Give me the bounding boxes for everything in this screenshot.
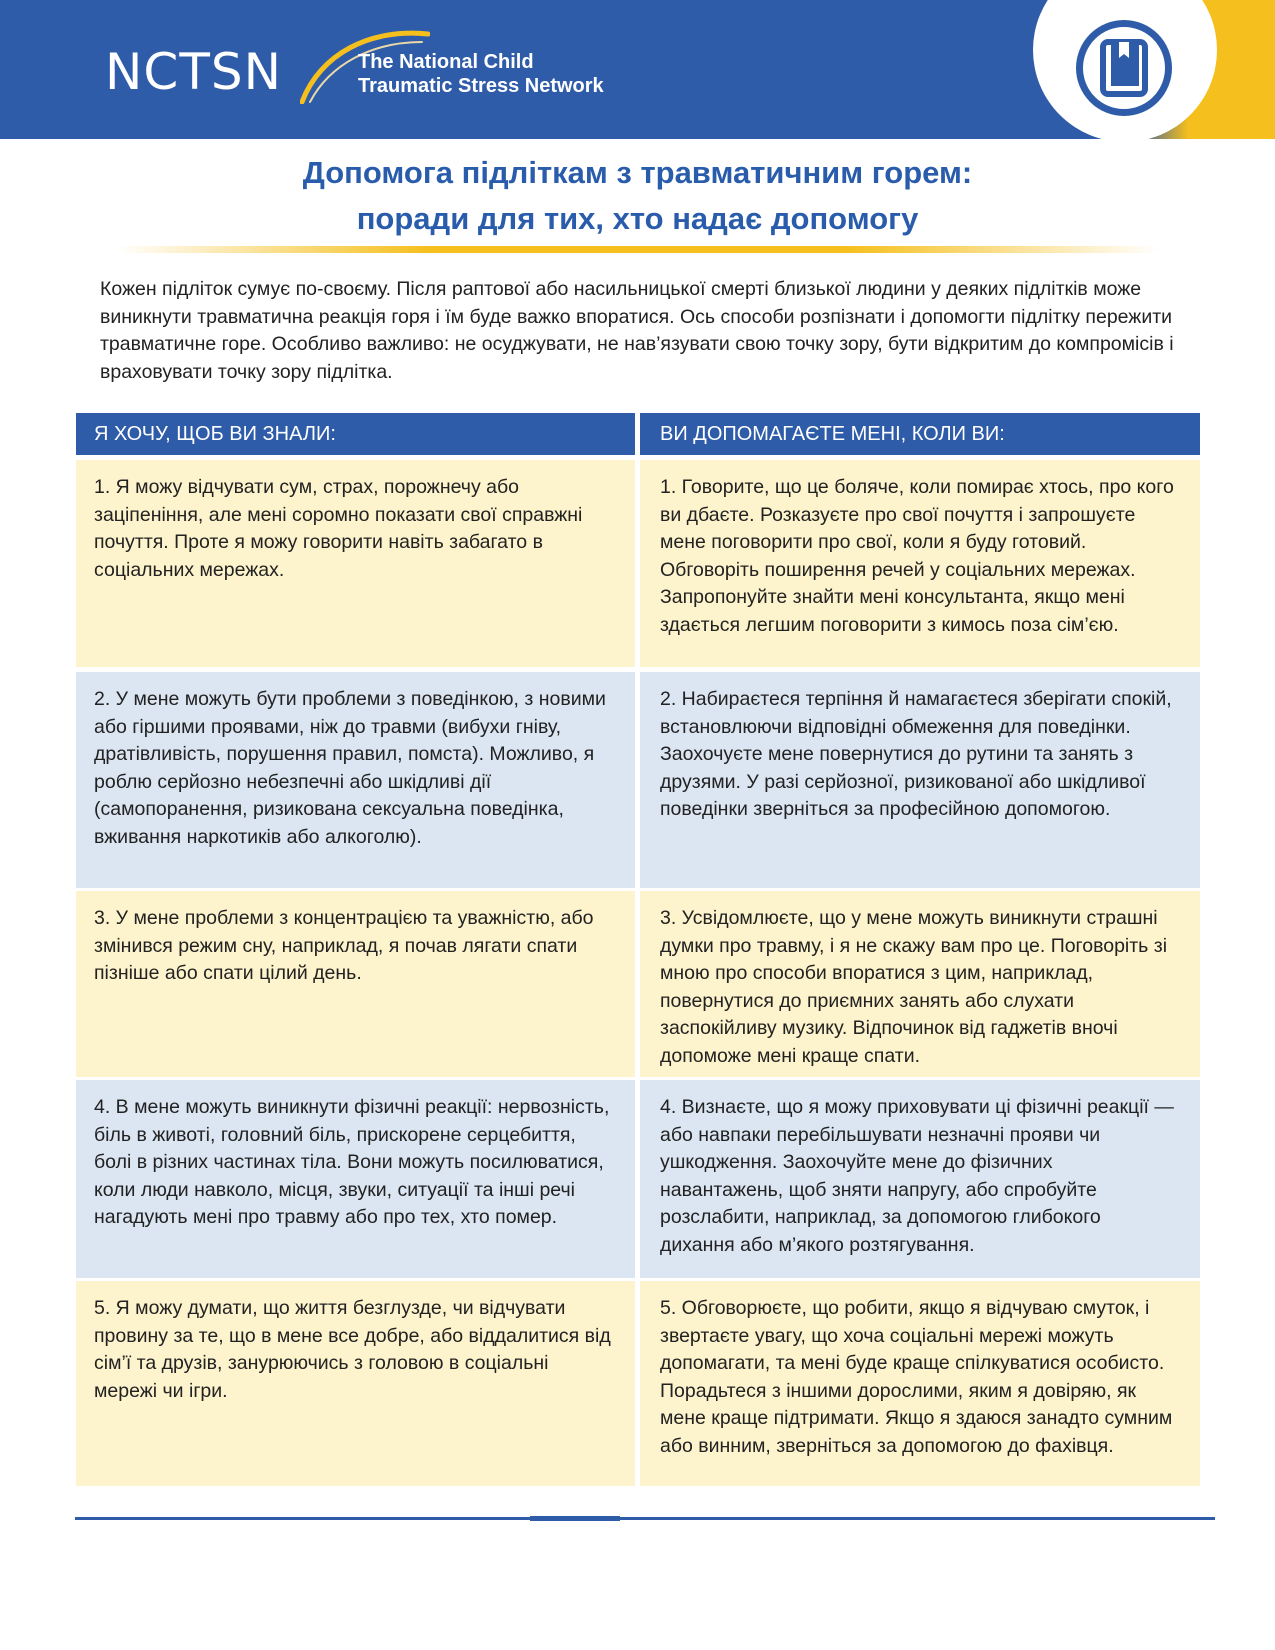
footer-divider-accent bbox=[530, 1516, 620, 1521]
table-row bbox=[76, 891, 1200, 1077]
page-title-line1: Допомога підліткам з травматичним горем: bbox=[302, 155, 973, 190]
table-cell-left: 5. Я можу думати, що життя безглузде, чи відчувати провину за те, що в мене все добре, або віддалитися від сім’ї та друзів, занурюючись з головою в соціальні мережі чи ігри. bbox=[76, 1281, 635, 1486]
table-row bbox=[76, 1080, 1200, 1278]
table-cell-left: 4. В мене можуть виникнути фізичні реакції: нервозність, біль в животі, головний біль, прискорене серцебиття, болі в різних частинах тіла. Вони можуть посилюватися, коли люди навколо, місця, звуки, ситуації та інші речі нагадують мені про травму або про тех, хто помер. bbox=[76, 1080, 635, 1278]
intro-paragraph: Кожен підліток сумує по-своєму. Після раптової або насильницької смерті близької людини у деяких підлітків може виникнути травматична реакція горя і їм буде важко впоратися. Ось способи розпізнати і допомогти підлітку пережити травматичне горе. Особливо важливо: не осуджувати, не нав’язувати свою точку зору, бути відкритим до компромісів і враховувати точку зору підлітка. bbox=[100, 278, 1174, 383]
table-cell-left: 2. У мене можуть бути проблеми з поведінкою, з новими або гіршими проявами, ніж до травми (вибухи гніву, дратівливість, порушення правил, помста). Можливо, я роблю серйозно небезпечні або шкідливі дії (самопоранення, ризикована сексуальна поведінка, вживання наркотиків або алкоголю). bbox=[76, 672, 635, 888]
logo-name bbox=[358, 50, 604, 98]
book-icon bbox=[1095, 38, 1153, 98]
table-row bbox=[76, 460, 1200, 667]
table-cell-right: 1. Говорите, що це боляче, коли помирає хтось, про кого ви дбаєте. Розказуєте про свої почуття і запрошуєте мене поговорити про свої, коли я буду готовий. Обговоріть поширення речей у соціальних мережах. Запропонуйте знайти мені консультанта, якщо мені здається легшим поговорити з кимось поза сім’єю. bbox=[640, 460, 1200, 667]
page-title-line2: поради для тих, хто надає допомогу bbox=[356, 201, 919, 236]
page-title bbox=[0, 150, 1275, 242]
table-cell-right: 2. Набираєтеся терпіння й намагаєтеся зберігати спокій, встановлюючи відповідні обмеження для поведінки. Заохочуєте мене повернутися до рутини та занять з друзями. У разі серйозної, ризикованої або шкідливої поведінки зверніться за професійною допомогою. bbox=[640, 672, 1200, 888]
column-header-know: Я ХОЧУ, ЩОБ ВИ ЗНАЛИ: bbox=[76, 413, 635, 455]
table-header-row bbox=[76, 413, 1200, 455]
logo-acronym: NCTSN bbox=[105, 43, 282, 101]
table-cell-right: 5. Обговорюєте, що робити, якщо я відчуваю смуток, і звертаєте увагу, що хоча соціальні мережі можуть допомагати, та мені буде краще спілкуватися особисто. Порадьтеся з іншими дорослими, яким я довіряю, як мене краще підтримати. Якщо я здаюся занадто сумним або винним, зверніться за допомогою до фахівця. bbox=[640, 1281, 1200, 1486]
table-cell-left: 1. Я можу відчувати сум, страх, порожнечу або заціпеніння, але мені соромно показати свої справжні почуття. Проте я можу говорити навіть забагато в соціальних мережах. bbox=[76, 460, 635, 667]
column-header-help: ВИ ДОПОМАГАЄТЕ МЕНІ, КОЛИ ВИ: bbox=[640, 413, 1200, 455]
table-row bbox=[76, 1281, 1200, 1486]
table-cell-right: 4. Визнаєте, що я можу приховувати ці фізичні реакції — або навпаки перебільшувати незначні прояви чи ушкодження. Заохочуйте мене до фізичних навантажень, щоб зняти напругу, або спробуйте розслабити, наприклад, за допомогою глибокого дихання або м’якого розтягування. bbox=[640, 1080, 1200, 1278]
footer-divider bbox=[75, 1517, 1215, 1520]
logo-name-line2: Traumatic Stress Network bbox=[358, 75, 604, 97]
logo-name-line1: The National Child bbox=[358, 51, 534, 73]
header-banner bbox=[0, 0, 1275, 139]
table-row bbox=[76, 672, 1200, 888]
title-divider bbox=[115, 246, 1160, 253]
table-cell-left: 3. У мене проблеми з концентрацією та уважністю, або змінився режим сну, наприклад, я почав лягати спати пізніше або спати цілий день. bbox=[76, 891, 635, 1077]
tips-table bbox=[76, 413, 1200, 1486]
table-cell-right: 3. Усвідомлюєте, що у мене можуть виникнути страшні думки про травму, і я не скажу вам про це. Поговоріть зі мною про способи впоратися з цим, наприклад, повернутися до приємних занять або слухати заспокійливу музику. Відпочинок від гаджетів вночі допоможе мені краще спати. bbox=[640, 891, 1200, 1077]
